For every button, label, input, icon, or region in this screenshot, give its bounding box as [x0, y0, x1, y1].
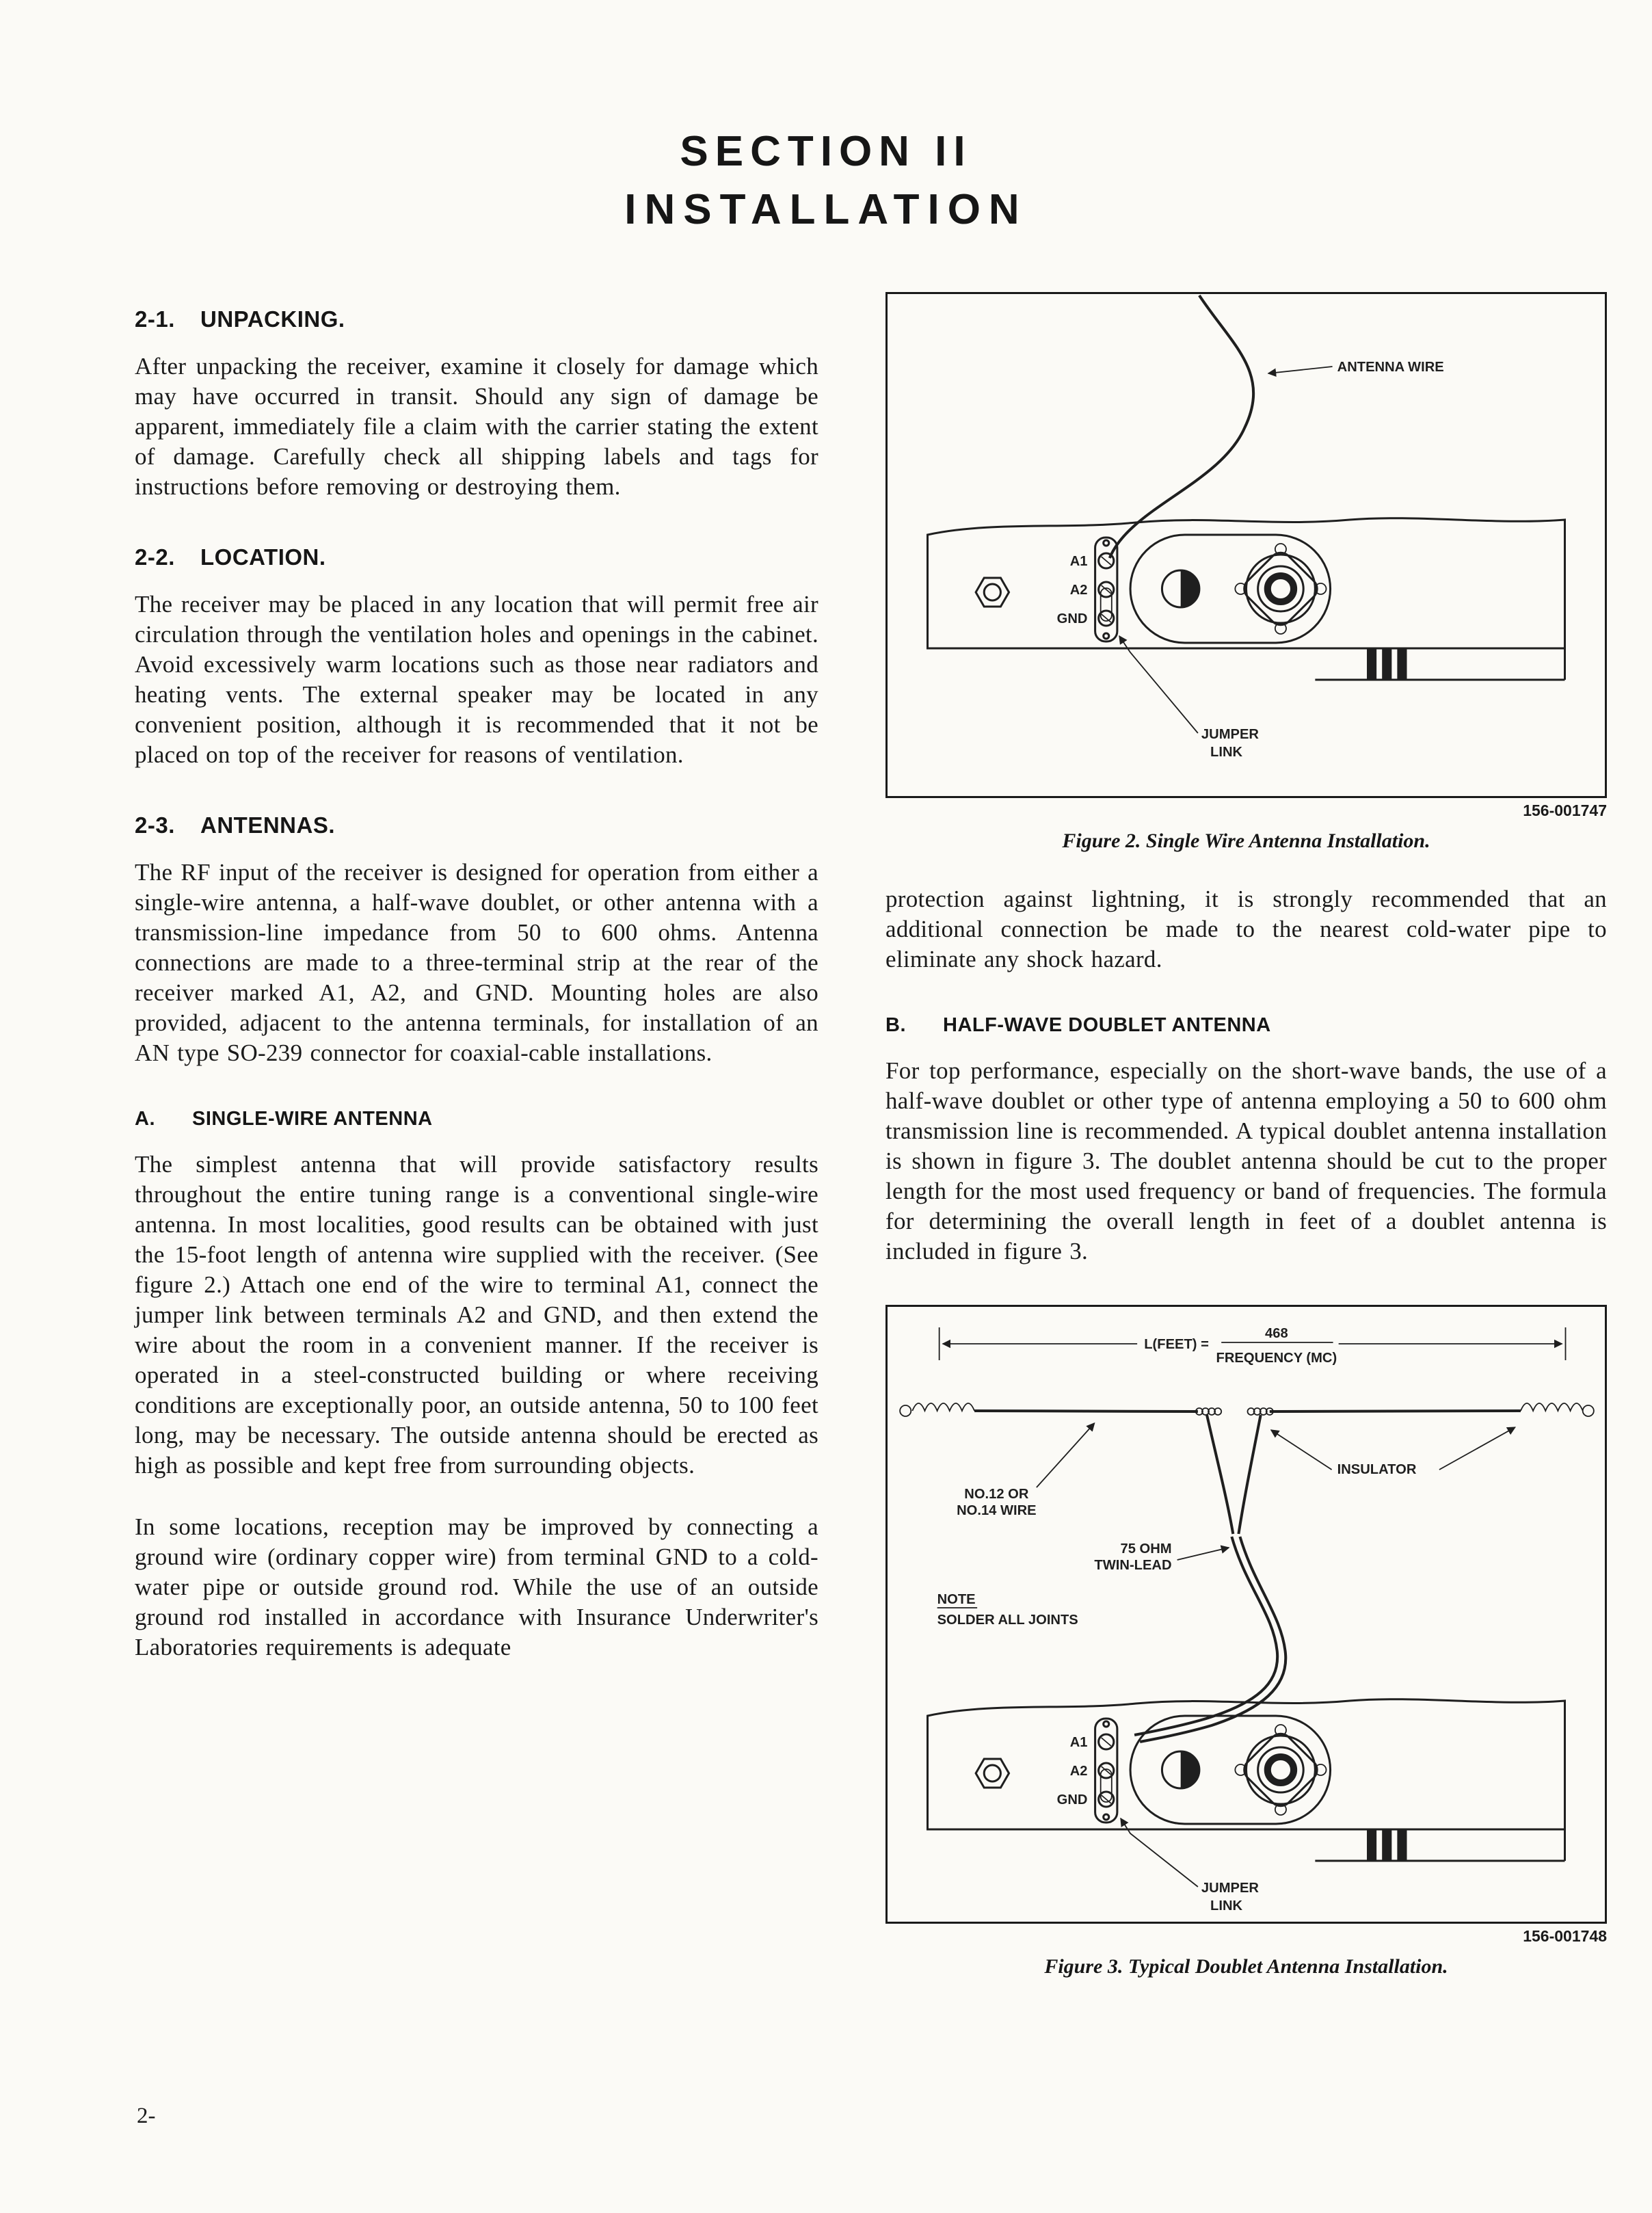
note-text: SOLDER ALL JOINTS	[937, 1613, 1078, 1628]
link-label: LINK	[1210, 745, 1243, 760]
terminal-hole	[1104, 540, 1109, 546]
note-label: NOTE	[937, 1592, 976, 1607]
terminal-label-a1: A1	[1069, 554, 1088, 569]
figure2-caption: Figure 2. Single Wire Antenna Installation.	[1062, 830, 1430, 852]
figure3-caption: Figure 3. Typical Doublet Antenna Installation.	[1044, 1955, 1448, 1978]
insulator-leader-left	[1271, 1430, 1332, 1470]
paragraph-single-wire-1: The simplest antenna that will provide satisfactory results throughout the entire tuning range is a conventional single-wire antenna. In most localities, good results can be obtained with just the 15-foot length of antenna wire supplied with the receiver. (See figure 2.) Attach one end of the wire to terminal A1, connect the jumper link between terminals A2 and GND, and then extend the wire about the room in a convenient manner. If the receiver is operated in a steel-constructed building or where receiving conditions are exceptionally poor, an outside antenna, 50 to 100 feet long, may be necessary. The outside antenna should be erected as high as possible and kept free from surrounding objects.	[135, 1151, 818, 1479]
coil-insulator-left	[912, 1403, 974, 1411]
coax-connector-outer	[1247, 555, 1316, 623]
ground-hex-nut	[976, 578, 1009, 607]
antenna-wire-leader	[1268, 367, 1333, 373]
coax-connector-outer	[1247, 1736, 1316, 1804]
length-formula-label: L(FEET) =	[1144, 1337, 1209, 1352]
coax-flange	[1240, 1730, 1322, 1811]
figure3-box	[885, 1305, 1607, 1924]
heading-number: 2-3.	[135, 812, 175, 838]
vent-grille-bar	[1367, 1829, 1376, 1861]
vent-grille-bar	[1382, 1829, 1391, 1861]
connector-plate	[1130, 535, 1331, 643]
connector-plate	[1130, 1716, 1331, 1824]
twinlead-leader	[1177, 1548, 1229, 1560]
terminal-hole	[1104, 1814, 1109, 1820]
coax-connector-ring	[1268, 1757, 1294, 1783]
ground-hex-nut-hole	[984, 1765, 1000, 1781]
ground-hex-nut	[976, 1759, 1009, 1788]
antenna-wire-label: ANTENNA WIRE	[1337, 360, 1444, 375]
heading-letter: A.	[135, 1108, 155, 1130]
figure3-diagram	[888, 1307, 1605, 1922]
coax-connector-ring	[1268, 576, 1294, 602]
vent-grille-bar	[1367, 648, 1376, 680]
heading-location	[135, 544, 818, 570]
heading-label: UNPACKING.	[200, 306, 345, 332]
paragraph-location: The receiver may be placed in any location that will permit free air circulation through the ventilation holes and openings in the cabinet. Avoid excessively warm locations such as those near radiators and heating vents. The external speaker may be located in any convenient position, although it is recommended that it not be placed on top of the receiver for reasons of ventilation.	[135, 591, 818, 768]
ground-hex-nut-hole	[984, 584, 1000, 600]
heading-letter: B.	[885, 1014, 906, 1036]
end-eyelet-right	[1583, 1405, 1594, 1416]
twinlead-label-1: 75 OHM	[1120, 1541, 1172, 1556]
vent-grille-bar	[1397, 648, 1407, 680]
coax-flange	[1240, 548, 1322, 630]
heading-label: HALF-WAVE DOUBLET ANTENNA	[943, 1014, 1271, 1036]
heading-number: 2-1.	[135, 306, 175, 332]
terminal-label-gnd: GND	[1056, 611, 1088, 626]
antenna-wire	[1110, 295, 1253, 558]
figure2-code: 156-001747	[1523, 801, 1607, 819]
wire-gauge-leader	[1037, 1423, 1095, 1487]
insulator-label: INSULATOR	[1337, 1462, 1417, 1477]
antenna-half-left	[974, 1411, 1198, 1412]
link-label: LINK	[1210, 1898, 1243, 1913]
terminal-label-gnd: GND	[1056, 1792, 1088, 1807]
heading-antennas	[135, 812, 818, 838]
figure2-diagram	[888, 294, 1605, 796]
paragraph-lightning: protection against lightning, it is strongly recommended that an additional connection be made to the nearest cold-water pipe to eliminate any shock hazard.	[885, 886, 1607, 972]
vent-grille-bar	[1397, 1829, 1407, 1861]
left-column	[135, 306, 818, 1662]
page-number: 2-	[137, 2104, 156, 2128]
terminal-label-a2: A2	[1069, 583, 1088, 598]
paragraph-unpacking: After unpacking the receiver, examine it closely for damage which may have occurred in transit. Should any sign of damage be apparent, immediately file a claim with the carrier stating the extent of damage. Carefully check all shipping labels and tags for instructions before removing or destroying them.	[135, 353, 818, 500]
screw-slot	[1102, 1738, 1111, 1746]
heading-doublet-antenna	[885, 1014, 1607, 1037]
figure2-box	[885, 292, 1607, 798]
section-title: SECTION II	[680, 128, 972, 175]
figure3-code: 156-001748	[1523, 1927, 1607, 1945]
heading-label: SINGLE-WIRE ANTENNA	[192, 1108, 433, 1130]
terminal-hole	[1104, 633, 1109, 639]
section-subtitle: INSTALLATION	[624, 186, 1028, 233]
phono-jack-key	[1181, 1751, 1199, 1788]
terminal-label-a1: A1	[1069, 1735, 1088, 1750]
terminal-label-a2: A2	[1069, 1764, 1088, 1779]
wire-gauge-label-2: NO.14 WIRE	[957, 1503, 1037, 1518]
coil-insulator-right	[1521, 1403, 1583, 1411]
antenna-half-right	[1270, 1411, 1521, 1412]
phono-jack-key	[1181, 570, 1199, 607]
heading-single-wire-antenna	[135, 1108, 818, 1130]
right-column	[885, 292, 1607, 1978]
jumper-label: JUMPER	[1201, 1881, 1259, 1896]
vent-grille-bar	[1382, 648, 1391, 680]
page-title	[0, 127, 1652, 234]
formula-numerator: 468	[1265, 1326, 1288, 1341]
paragraph-antennas: The RF input of the receiver is designed for operation from either a single-wire antenna, a half-wave doublet, or other antenna with a transmission-line impedance from 50 to 600 ohms. Antenna connections are made to a three-terminal strip at the rear of the receiver marked A1, A2, and GND. Mounting holes are also provided, adjacent to the antenna terminals, for installation of an AN type SO-239 connector for coaxial-cable installations.	[135, 859, 818, 1066]
heading-label: LOCATION.	[200, 544, 326, 570]
end-eyelet-left	[900, 1405, 911, 1416]
drop-wire-right	[1238, 1415, 1260, 1534]
drop-wire-left	[1207, 1415, 1233, 1534]
formula-denominator: FREQUENCY (MC)	[1216, 1351, 1337, 1366]
heading-label: ANTENNAS.	[200, 812, 336, 838]
heading-number: 2-2.	[135, 544, 175, 570]
heading-unpacking	[135, 306, 818, 332]
twinlead-label-2: TWIN-LEAD	[1094, 1558, 1172, 1573]
jumper-link-leader	[1119, 636, 1198, 733]
insulator-leader-right	[1439, 1427, 1515, 1470]
jumper-label: JUMPER	[1201, 727, 1259, 742]
wire-gauge-label-1: NO.12 OR	[964, 1487, 1029, 1502]
terminal-hole	[1104, 1721, 1109, 1727]
paragraph-single-wire-2: In some locations, reception may be improved by connecting a ground wire (ordinary copper wire) from terminal GND to a cold-water pipe or outside ground rod. While the use of an outside ground rod installed in accordance with Insurance Underwriter's Laboratories requirements is adequate	[135, 1513, 818, 1660]
paragraph-doublet: For top performance, especially on the short-wave bands, the use of a half-wave doublet or other type of antenna employing a 50 to 600 ohm transmission line is recommended. A typical doublet antenna installation is shown in figure 3. The doublet antenna should be cut to the proper length for the most used frequency or band of frequencies. The formula for determining the overall length in feet of a doublet antenna is included in figure 3.	[885, 1057, 1607, 1264]
